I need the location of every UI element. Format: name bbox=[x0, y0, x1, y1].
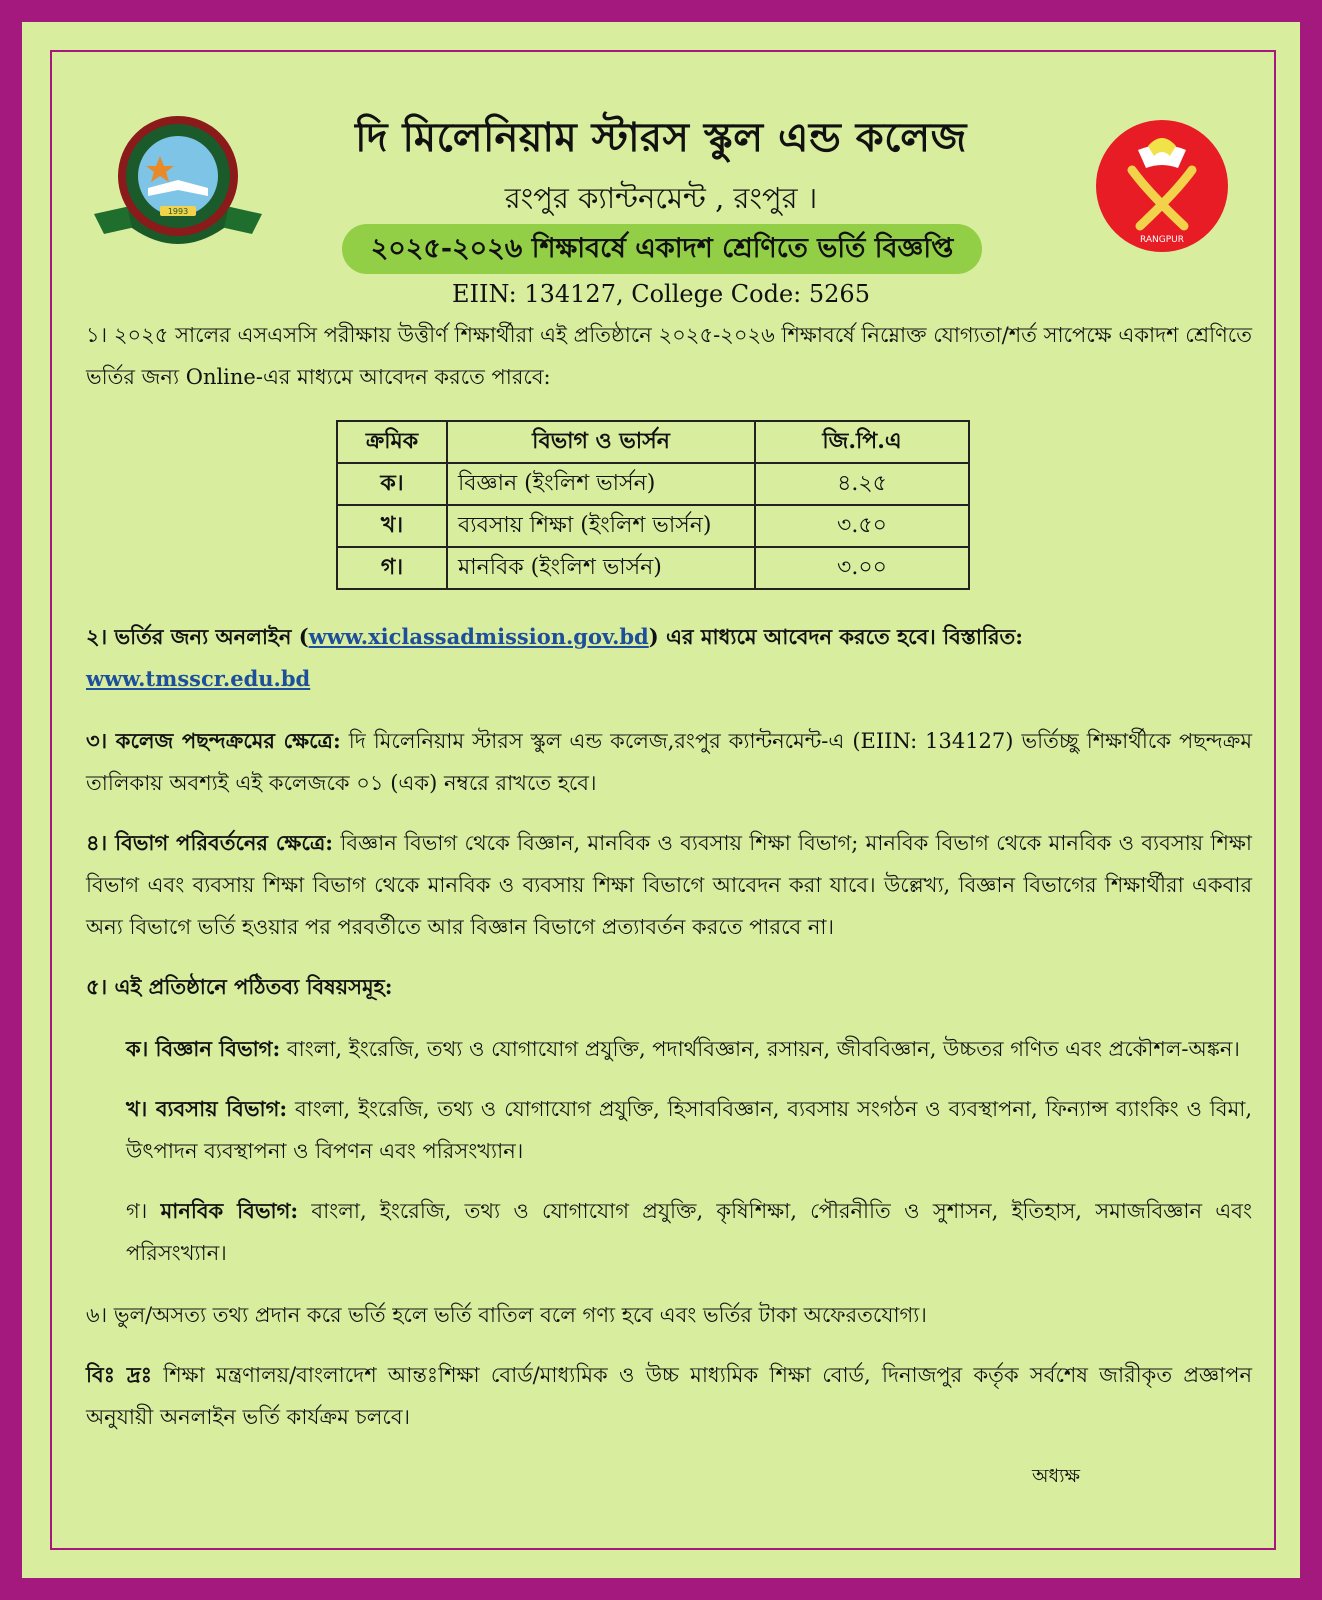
paragraph-3-label: ৩। কলেজ পছন্দক্রমের ক্ষেত্রে: bbox=[86, 728, 341, 753]
cell-department: বিজ্ঞান (ইংলিশ ভার্সন) bbox=[447, 463, 755, 505]
table-row bbox=[337, 463, 969, 505]
table-row bbox=[337, 505, 969, 547]
principal-signature: অধ্যক্ষ bbox=[1032, 1465, 1081, 1487]
notice-banner: ২০২৫-২০২৬ শিক্ষাবর্ষে একাদশ শ্রেণিতে ভর্তি বিজ্ঞপ্তি bbox=[342, 224, 982, 274]
paragraph-1: ১। ২০২৫ সালের এসএসসি পরীক্ষায় উত্তীর্ণ শিক্ষার্থীরা এই প্রতিষ্ঠানে ২০২৫-২০২৬ শিক্ষাবর্ষে নিম্নোক্ত যোগ্যতা/শর্ত সাপেক্ষে একাদশ শ্রেণিতে ভর্তির জন্য Online-এর মাধ্যমে আবেদন করতে পারবে: bbox=[86, 323, 1252, 389]
admission-link[interactable]: www.xiclassadmission.gov.bd bbox=[308, 624, 649, 649]
header-department: বিভাগ ও ভার্সন bbox=[447, 421, 755, 463]
humanities-label: মানবিক বিভাগ: bbox=[160, 1198, 299, 1223]
eiin-line: EIIN: 134127, College Code: 5265 bbox=[452, 280, 870, 308]
table-row bbox=[337, 547, 969, 589]
paragraph-5-heading: ৫। এই প্রতিষ্ঠানে পঠিতব্য বিষয়সমূহ: bbox=[86, 974, 393, 999]
business-text: বাংলা, ইংরেজি, তথ্য ও যোগাযোগ প্রযুক্তি, হিসাববিজ্ঞান, ব্যবসায় সংগঠন ও ব্যবস্থাপনা, ফিন্যান্স ব্যাংকিং ও বিমা, উৎপাদন ব্যবস্থাপনা ও বিপণন এবং পরিসংখ্যান। bbox=[126, 1097, 1252, 1163]
subjects-science bbox=[126, 1028, 1252, 1070]
business-label: খ। ব্যবসায় বিভাগ: bbox=[126, 1096, 288, 1121]
paragraph-4 bbox=[86, 822, 1252, 948]
humanities-text: বাংলা, ইংরেজি, তথ্য ও যোগাযোগ প্রযুক্তি, কৃষিশিক্ষা, পৌরনীতি ও সুশাসন, ইতিহাস, সমাজবিজ্ঞান এবং পরিসংখ্যান। bbox=[126, 1199, 1253, 1265]
header-serial: ক্রমিক bbox=[337, 421, 447, 463]
subjects-humanities bbox=[126, 1190, 1252, 1274]
cell-department: ব্যবসায় শিক্ষা (ইংলিশ ভার্সন) bbox=[447, 505, 755, 547]
note-label: বিঃ দ্রঃ bbox=[86, 1362, 152, 1387]
paragraph-4-label: ৪। বিভাগ পরিবর্তনের ক্ষেত্রে: bbox=[86, 830, 334, 855]
paragraph-6: ৬। ভুল/অসত্য তথ্য প্রদান করে ভর্তি হলে ভর্তি বাতিল বলে গণ্য হবে এবং ভর্তির টাকা অফেরতযোগ্য। bbox=[86, 1303, 927, 1327]
page-subtitle: রংপুর ক্যান্টনমেন্ট , রংপুর । bbox=[504, 181, 818, 215]
header-gpa: জি.পি.এ bbox=[755, 421, 969, 463]
paragraph-2 bbox=[86, 616, 1252, 700]
science-text: বাংলা, ইংরেজি, তথ্য ও যোগাযোগ প্রযুক্তি, পদার্থবিজ্ঞান, রসায়ন, জীববিজ্ঞান, উচ্চতর গণিত এবং প্রকৌশল-অঙ্কন। bbox=[280, 1037, 1240, 1061]
army-logo-text: RANGPUR bbox=[1139, 235, 1185, 245]
cell-serial: গ। bbox=[337, 547, 447, 589]
note bbox=[86, 1354, 1252, 1438]
notice-page bbox=[22, 22, 1300, 1578]
science-label: ক। বিজ্ঞান বিভাগ: bbox=[126, 1036, 281, 1061]
paragraph-3-text: দি মিলেনিয়াম স্টারস স্কুল এন্ড কলেজ,রংপুর ক্যান্টনমেন্ট-এ (EIIN: 134127) ভর্তিচ্ছু শিক্ষার্থীকে পছন্দক্রম তালিকায় অবশ্যই এই কলেজকে ০১ (এক) নম্বরে রাখতে হবে। bbox=[86, 729, 1252, 795]
paragraph-2-prefix: ২। ভর্তির জন্য অনলাইন ( bbox=[86, 624, 309, 649]
subjects-business bbox=[126, 1088, 1252, 1172]
note-text: শিক্ষা মন্ত্রণালয়/বাংলাদেশ আন্তঃশিক্ষা বোর্ড/মাধ্যমিক ও উচ্চ মাধ্যমিক শিক্ষা বোর্ড, দিনাজপুর কর্তৃক সর্বশেষ জারীকৃত প্রজ্ঞাপন অনুযায়ী অনলাইন ভর্তি কার্যক্রম চলবে। bbox=[86, 1363, 1253, 1429]
page-title: দি মিলেনিয়াম স্টারস স্কুল এন্ড কলেজ bbox=[355, 114, 967, 161]
paragraph-2-middle: ) এর মাধ্যমে আবেদন করতে হবে। বিস্তারিত: bbox=[648, 624, 1024, 649]
cell-serial: খ। bbox=[337, 505, 447, 547]
cell-department: মানবিক (ইংলিশ ভার্সন) bbox=[447, 547, 755, 589]
cell-serial: ক। bbox=[337, 463, 447, 505]
table-header-row bbox=[337, 421, 969, 463]
humanities-prefix: গ। bbox=[126, 1199, 161, 1223]
paragraph-3 bbox=[86, 720, 1252, 804]
cell-gpa: ৩.৫০ bbox=[755, 505, 969, 547]
paragraph-4-text: বিজ্ঞান বিভাগ থেকে বিজ্ঞান, মানবিক ও ব্যবসায় শিক্ষা বিভাগ; মানবিক বিভাগ থেকে মানবিক ও ব্যবসায় শিক্ষা বিভাগ এবং ব্যবসায় শিক্ষা বিভাগ থেকে মানবিক ও ব্যবসায় শিক্ষা বিভাগে আবেদন করা যাবে। উল্লেখ্য, বিজ্ঞান বিভাগের শিক্ষার্থীরা একবার অন্য বিভাগে ভর্তি হওয়ার পর পরবর্তীতে আর বিজ্ঞান বিভাগে প্রত্যাবর্তন করতে পারবে না। bbox=[86, 831, 1252, 939]
college-website-link[interactable]: www.tmsscr.edu.bd bbox=[86, 666, 311, 691]
logo-year: 1993 bbox=[167, 207, 189, 216]
gpa-table bbox=[336, 420, 970, 590]
cell-gpa: ৩.০০ bbox=[755, 547, 969, 589]
cell-gpa: ৪.২৫ bbox=[755, 463, 969, 505]
